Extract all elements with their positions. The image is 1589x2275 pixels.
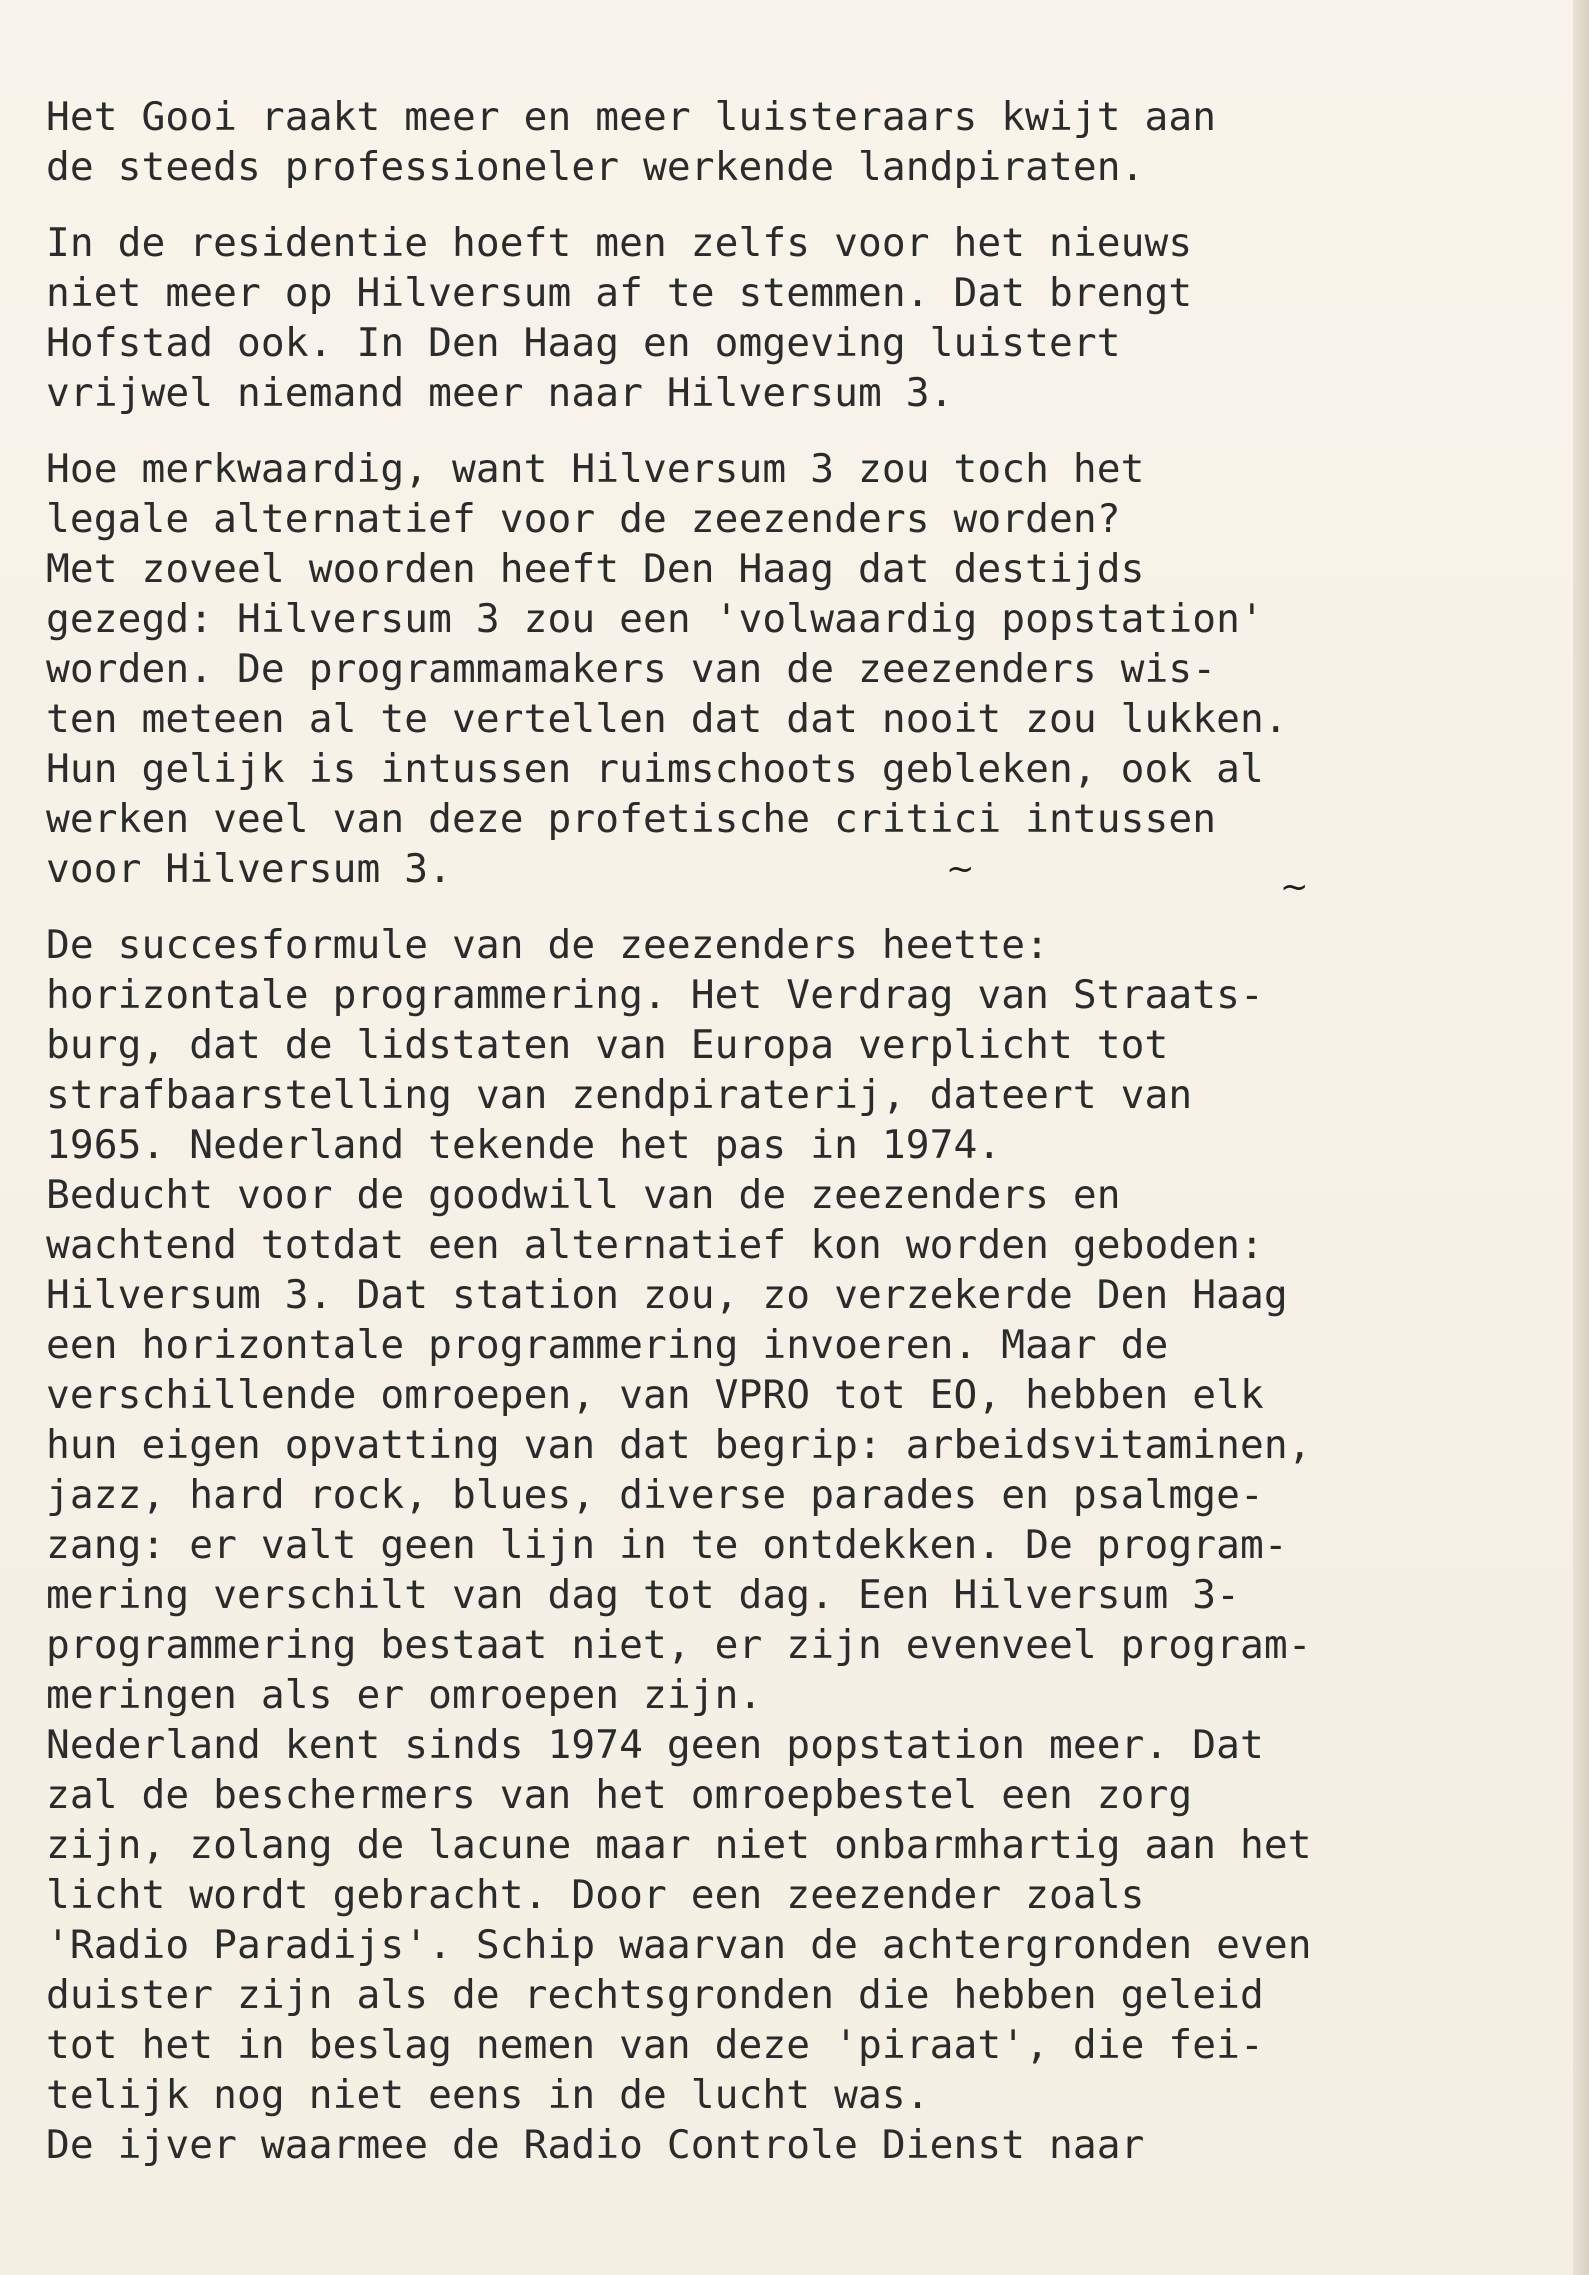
text-line: In de residentie hoeft men zelfs voor het nieuws xyxy=(46,220,1193,266)
text-line: burg, dat de lidstaten van Europa verplicht tot xyxy=(46,1022,1169,1068)
paragraph-2 xyxy=(46,218,1466,418)
paragraph-3 xyxy=(46,444,1466,894)
text-line: Nederland kent sinds 1974 geen popstation meer. Dat xyxy=(46,1722,1264,1768)
text-line: Hofstad ook. In Den Haag en omgeving luistert xyxy=(46,320,1121,366)
text-line: strafbaarstelling van zendpiraterij, dateert van xyxy=(46,1072,1193,1118)
paragraph-1 xyxy=(46,92,1466,192)
text-line: licht wordt gebracht. Door een zeezender zoals xyxy=(46,1872,1145,1918)
text-line: horizontale programmering. Het Verdrag van Straats- xyxy=(46,972,1264,1018)
handwritten-tilde-mark: ~ xyxy=(946,849,975,889)
text-line: Hoe merkwaardig, want Hilversum 3 zou toch het xyxy=(46,446,1145,492)
text-line: duister zijn als de rechtsgronden die hebben geleid xyxy=(46,1972,1264,2018)
text-line: de steeds professioneler werkende landpiraten. xyxy=(46,144,1145,190)
text-line: Hun gelijk is intussen ruimschoots gebleken, ook al xyxy=(46,746,1264,792)
text-line: jazz, hard rock, blues, diverse parades en psalmge- xyxy=(46,1472,1264,1518)
text-line: zijn, zolang de lacune maar niet onbarmhartig aan het xyxy=(46,1822,1312,1868)
text-line: een horizontale programmering invoeren. Maar de xyxy=(46,1322,1169,1368)
text-line: ten meteen al te vertellen dat dat nooit zou lukken. xyxy=(46,696,1288,742)
handwritten-tilde-mark: ~ xyxy=(1280,867,1309,907)
text-line: 1965. Nederland tekende het pas in 1974. xyxy=(46,1122,1002,1168)
text-line: wachtend totdat een alternatief kon worden geboden: xyxy=(46,1222,1264,1268)
text-line: mering verschilt van dag tot dag. Een Hilversum 3- xyxy=(46,1572,1241,1618)
text-line: De succesformule van de zeezenders heette: xyxy=(46,922,1050,968)
text-line: zal de beschermers van het omroepbestel een zorg xyxy=(46,1772,1193,1818)
text-line: meringen als er omroepen zijn. xyxy=(46,1672,763,1718)
text-line: verschillende omroepen, van VPRO tot EO, hebben elk xyxy=(46,1372,1264,1418)
text-line: niet meer op Hilversum af te stemmen. Dat brengt xyxy=(46,270,1193,316)
text-line: Hilversum 3. Dat station zou, zo verzekerde Den Haag xyxy=(46,1272,1288,1318)
text-line: gezegd: Hilversum 3 zou een 'volwaardig popstation' xyxy=(46,596,1264,642)
typewritten-text xyxy=(46,92,1466,2170)
text-line: voor Hilversum 3. xyxy=(46,846,452,892)
text-line: tot het in beslag nemen van deze 'piraat', die fei- xyxy=(46,2022,1264,2068)
text-line: De ijver waarmee de Radio Controle Dienst naar xyxy=(46,2122,1145,2168)
text-line: Met zoveel woorden heeft Den Haag dat destijds xyxy=(46,546,1145,592)
text-line: worden. De programmamakers van de zeezenders wis- xyxy=(46,646,1217,692)
text-line: programmering bestaat niet, er zijn evenveel program- xyxy=(46,1622,1312,1668)
text-line: hun eigen opvatting van dat begrip: arbeidsvitaminen, xyxy=(46,1422,1312,1468)
text-line: werken veel van deze profetische critici intussen xyxy=(46,796,1217,842)
text-line: Beducht voor de goodwill van de zeezenders en xyxy=(46,1172,1121,1218)
text-line: telijk nog niet eens in de lucht was. xyxy=(46,2072,930,2118)
text-line: Het Gooi raakt meer en meer luisteraars kwijt aan xyxy=(46,94,1217,140)
text-line: vrijwel niemand meer naar Hilversum 3. xyxy=(46,370,954,416)
page-edge-shadow xyxy=(1573,0,1589,2275)
text-line: legale alternatief voor de zeezenders worden? xyxy=(46,496,1121,542)
text-line: zang: er valt geen lijn in te ontdekken. De program- xyxy=(46,1522,1288,1568)
text-line: 'Radio Paradijs'. Schip waarvan de achtergronden even xyxy=(46,1922,1312,1968)
paragraph-4 xyxy=(46,920,1466,2170)
